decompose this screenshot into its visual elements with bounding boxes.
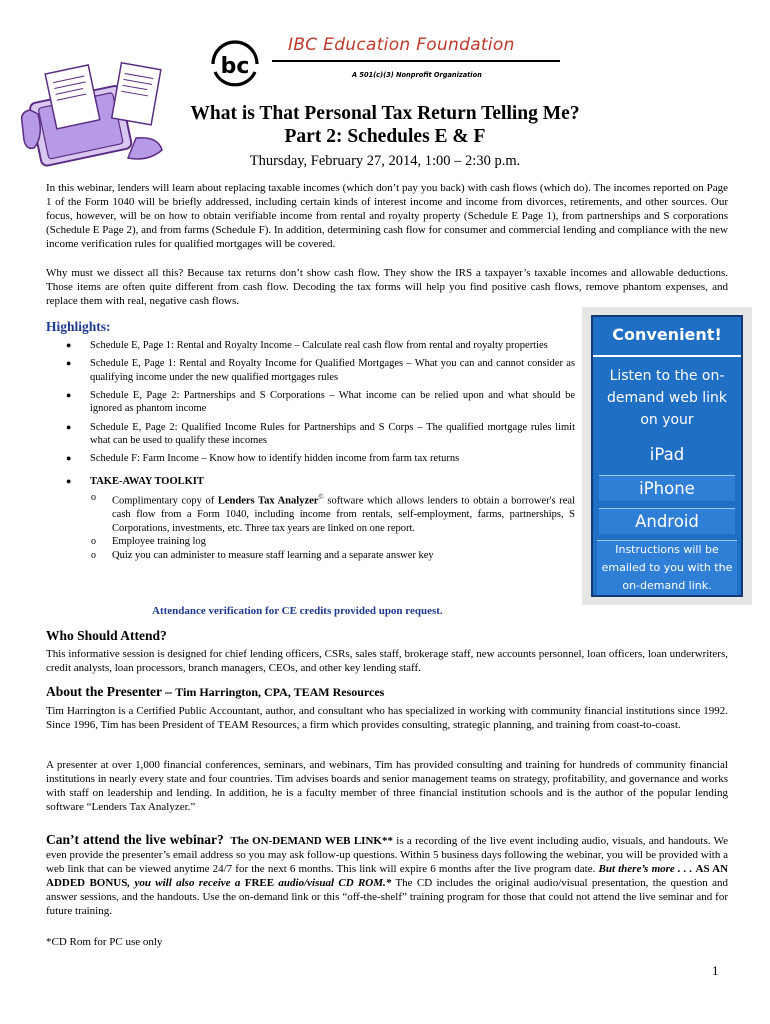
about-paragraph-2: A presenter at over 1,000 financial conferences, seminars, and webinars, Tim has provided consulting and training for hundreds of community financial institutions in nearly every state and four countries. Tim advises boards and senior management teams on strategy, profitability, and governance and works with staff on leadership and lending. In addition, he is a faculty member of three financial institution schools and is the author of the popular lending software “Lenders Tax Analyzer.” <box>46 759 728 814</box>
list-item: ● Schedule F: Farm Income – Know how to identify hidden income from farm tax returns <box>66 452 575 466</box>
promo-instructions: Instructions will be emailed to you with the on-demand link. <box>597 540 737 595</box>
intro-paragraph-1: In this webinar, lenders will learn about replacing taxable incomes (which don’t pay you back) with cash flows (which do). The incomes reported on Page 1 of the Form 1040 will be briefly addressed, including certain kinds of interest income and income from divorces, retirements, and other sources. Our focus, however, will be on how to obtain verifiable income from rental and royalty property (Schedule E Page 1), from partnerships and S corporations (Schedule E Page 2), and from farms (Schedule F). In addition, determining cash flow for consumer and commercial lending and compliance with the new income verification rules for qualified mortgages will be covered. <box>46 182 728 251</box>
about-paragraph-1: Tim Harrington is a Certified Public Accountant, author, and consultant who has specialized in working with community financial institutions since 1992. Since 1996, Tim has been President of TEAM Resources, a firm which provides consulting, strategic planning, and training from coast-to-coast. <box>46 705 728 732</box>
free-label: FREE <box>244 877 275 890</box>
presenter-name: Tim Harrington, CPA, TEAM Resources <box>175 685 385 699</box>
promo-listen-text: Listen to the on-demand web link on your <box>606 368 728 428</box>
list-item: ● Schedule E, Page 2: Qualified Income Rules for Partnerships and S Corps – The qualified mortgage rules limit what can be used to qualify these incomes <box>66 421 575 448</box>
about-presenter-heading <box>46 684 384 700</box>
bonus-label: AS AN ADDED BONUS <box>46 863 729 890</box>
takeaway-list <box>90 491 575 562</box>
list-item: ● Schedule E, Page 1: Rental and Royalty Income – Calculate real cash flow from rental and royalty properties <box>66 339 575 353</box>
takeaway-heading: TAKE-AWAY TOOLKIT <box>90 475 204 487</box>
logo-text: bc <box>220 54 250 79</box>
cant-attend-heading: Can’t attend the live webinar? <box>46 832 224 847</box>
takeaway-item-1-pre: Complimentary copy of <box>112 495 218 507</box>
org-name: IBC Education Foundation <box>288 35 515 55</box>
who-should-attend-body: This informative session is designed for chief lending officers, CSRs, sales staff, brokerage staff, new accounts personnel, loan officers, loan underwriters, credit analysts, loan processors, branch managers, CEOs, and other key lending staff. <box>46 648 728 675</box>
more-label: But there’s more . . . <box>598 863 696 876</box>
promo-android: Android <box>599 508 735 534</box>
page-subtitle: Part 2: Schedules E & F <box>284 126 486 147</box>
footnote: *CD Rom for PC use only <box>46 936 163 948</box>
intro-paragraph-2: Why must we dissect all this? Because tax returns don’t show cash flow. They show the IRS a taxpayer’s taxable incomes and allowable deductions. Those items are often quite different from cash flow. Decoding the tax forms will help you find positive cash flows, remove phantom expenses, and replace them with real, negative cash flows. <box>46 267 728 308</box>
highlights-heading: Highlights: <box>46 319 111 334</box>
about-heading-label: About the Presenter – <box>46 684 176 699</box>
list-item <box>90 491 575 535</box>
cant-attend-paragraph <box>46 833 728 919</box>
header-divider <box>272 60 560 62</box>
attendance-note: Attendance verification for CE credits provided upon request. <box>152 605 443 617</box>
takeaway-toolkit <box>66 475 575 563</box>
list-item: o Employee training log <box>90 535 575 549</box>
cant-text-2: The CD includes the original audio/visual presentation, the question and answer sessions, and the handouts. Use the on-demand link or this “off-the-shelf” training program for those that could not attend the live seminar and for future training. <box>46 877 729 918</box>
cant-text-1: is a recording of the live event including audio, visuals, and handouts. We even provide the presenter’s email address so you may ask follow-up questions. Within 5 business days following the webinar, you will be provided with a web link that can be viewed anytime 24/7 for the next 6 months. This link will expire 6 months after the live program date. <box>46 835 728 876</box>
copyright-mark: © <box>318 493 324 502</box>
highlights-list <box>66 339 575 567</box>
promo-divider <box>593 355 741 357</box>
on-demand-label: The ON-DEMAND WEB LINK** <box>230 835 393 847</box>
page-title: What is That Personal Tax Return Telling Me? <box>190 103 580 124</box>
list-item: o Quiz you can administer to measure staff learning and a separate answer key <box>90 549 575 563</box>
cd-rom-label: audio/visual CD ROM.* <box>274 877 392 890</box>
org-subtitle: A 501(c)(3) Nonprofit Organization <box>352 71 482 79</box>
promo-iphone: iPhone <box>599 475 735 501</box>
ibc-logo-icon <box>205 38 265 90</box>
promo-box <box>591 315 743 597</box>
promo-ipad: iPad <box>649 445 685 464</box>
product-name: Lenders Tax Analyzer <box>217 495 319 507</box>
event-date: Thursday, February 27, 2014, 1:00 – 2:30 p.m. <box>249 153 521 169</box>
takeaway-item-1-post: software which allows lenders to obtain a borrower's real cash flow from a Form 1040, including income from rentals, self-employment, farms, partnerships, S Corporations, investments, etc. Three tax years are linked on one report. <box>112 495 575 534</box>
page-number: 1 <box>712 963 719 978</box>
receive-label: , you will also receive a <box>127 877 245 890</box>
list-item: ● Schedule E, Page 1: Rental and Royalty Income for Qualified Mortgages – What you can and cannot consider as qualifying income under the new qualified mortgages rules <box>66 357 575 384</box>
list-item: ● Schedule E, Page 2: Partnerships and S Corporations – What income can be relied upon and what should be ignored as phantom income <box>66 389 575 416</box>
promo-title: Convenient! <box>612 325 722 344</box>
who-should-attend-heading: Who Should Attend? <box>46 628 167 643</box>
